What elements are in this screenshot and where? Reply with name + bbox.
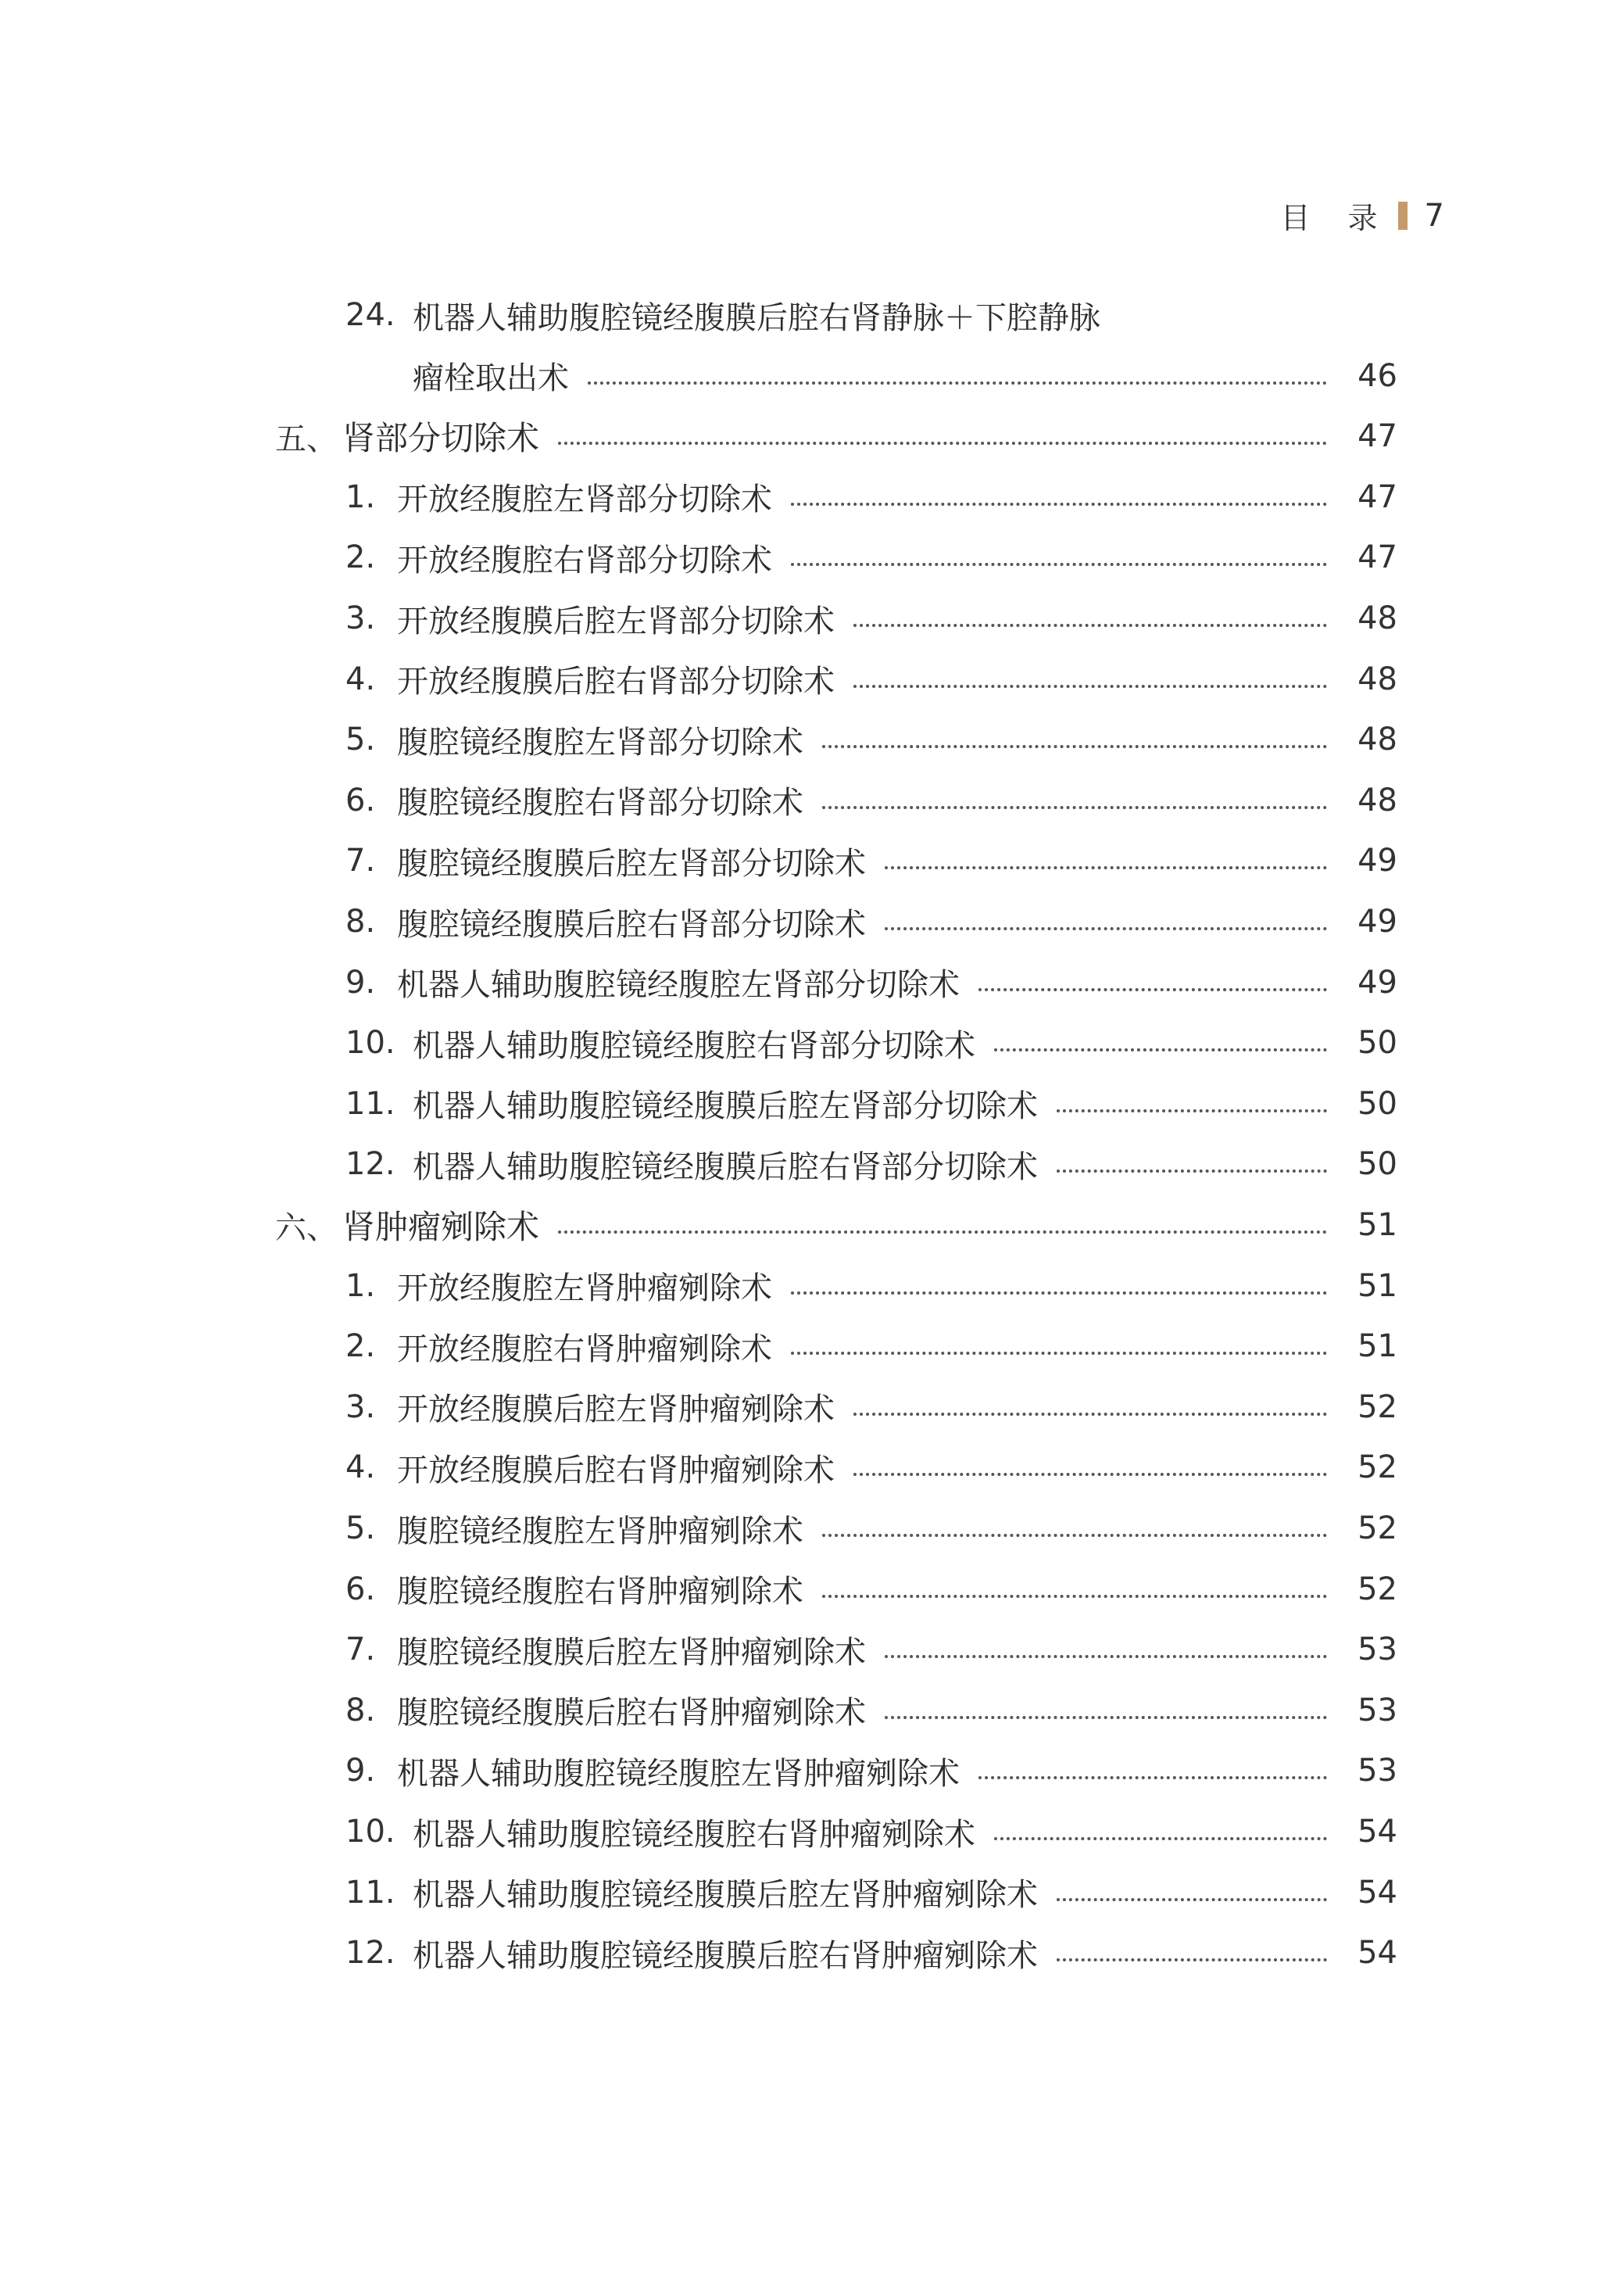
dot-leader: [558, 1230, 1327, 1234]
entry-title: 腹腔镜经腹膜后腔左肾部分切除术: [397, 845, 866, 882]
dot-leader: [885, 1716, 1327, 1719]
toc-section: [0, 409, 1624, 464]
toc-entry: [0, 349, 1624, 403]
entry-number: 1.: [345, 1267, 376, 1304]
entry-page-number: 46: [1358, 357, 1397, 394]
dot-leader: [1057, 1958, 1327, 1961]
entry-number: 9.: [345, 1753, 376, 1789]
entry-title: 开放经腹腔右肾肿瘤剜除术: [397, 1331, 772, 1367]
dot-leader: [791, 503, 1327, 506]
entry-number: 3.: [345, 1388, 376, 1425]
entry-number: 7.: [345, 1632, 376, 1668]
toc-entry: [0, 1016, 1624, 1070]
entry-number: 11.: [345, 1085, 395, 1122]
entry-page-number: 51: [1358, 1207, 1397, 1243]
entry-page-number: 50: [1358, 1085, 1397, 1122]
toc-entry: [0, 773, 1624, 828]
dot-leader: [885, 866, 1327, 869]
toc-entry: [0, 1683, 1624, 1738]
toc-entry: [0, 1925, 1624, 1980]
toc-entry: [0, 1562, 1624, 1617]
header-title: 目 录: [1280, 201, 1392, 235]
toc-entry: [0, 1804, 1624, 1859]
dot-leader: [791, 1291, 1327, 1295]
entry-number: 4.: [345, 661, 376, 697]
toc-entry: [0, 1137, 1624, 1191]
dot-leader: [822, 745, 1327, 748]
entry-page-number: 48: [1358, 722, 1397, 758]
toc-entry: [0, 591, 1624, 646]
dot-leader: [1057, 1170, 1327, 1173]
entry-number: 2.: [345, 1328, 376, 1365]
entry-page-number: 53: [1358, 1692, 1397, 1728]
toc-entry: [0, 288, 1624, 342]
entry-page-number: 52: [1358, 1449, 1397, 1486]
entry-page-number: 48: [1358, 782, 1397, 818]
entry-page-number: 52: [1358, 1571, 1397, 1607]
entry-page-number: 54: [1358, 1814, 1397, 1850]
entry-title: 腹腔镜经腹膜后腔左肾肿瘤剜除术: [397, 1634, 866, 1671]
entry-number: 10.: [345, 1025, 395, 1062]
toc-entry: [0, 712, 1624, 767]
entry-page-number: 50: [1358, 1025, 1397, 1062]
entry-number: 8.: [345, 1692, 376, 1728]
header-page-number: 7: [1424, 197, 1444, 234]
entry-title: 开放经腹腔左肾肿瘤剜除术: [397, 1270, 772, 1307]
dot-leader: [588, 381, 1327, 385]
entry-title: 腹腔镜经腹腔右肾部分切除术: [397, 785, 803, 822]
entry-title: 机器人辅助腹腔镜经腹膜后腔左肾肿瘤剜除术: [413, 1877, 1038, 1914]
dot-leader: [978, 1776, 1327, 1779]
entry-number: 2.: [345, 539, 376, 576]
entry-number: 12.: [345, 1146, 395, 1183]
entry-title: 腹腔镜经腹腔右肾肿瘤剜除术: [397, 1574, 803, 1610]
entry-title: 机器人辅助腹腔镜经腹腔左肾部分切除术: [397, 967, 960, 1004]
entry-page-number: 51: [1358, 1267, 1397, 1304]
entry-page-number: 54: [1358, 1874, 1397, 1911]
entry-title: 肾部分切除术: [342, 419, 540, 458]
toc-entry: [0, 470, 1624, 525]
entry-number: 9.: [345, 964, 376, 1001]
dot-leader: [822, 1534, 1327, 1537]
entry-page-number: 47: [1358, 478, 1397, 515]
entry-number: 24.: [345, 297, 395, 333]
entry-number: 10.: [345, 1814, 395, 1850]
entry-title: 开放经腹腔右肾部分切除术: [397, 542, 772, 578]
toc-entry: [0, 894, 1624, 949]
entry-page-number: 51: [1358, 1328, 1397, 1365]
entry-number: 5.: [345, 1510, 376, 1546]
toc-entry: [0, 1259, 1624, 1313]
entry-number: 12.: [345, 1935, 395, 1972]
toc-entry: [0, 1319, 1624, 1374]
entry-title: 机器人辅助腹腔镜经腹腔右肾部分切除术: [413, 1027, 975, 1064]
toc-section: [0, 1198, 1624, 1252]
dot-leader: [885, 1655, 1327, 1658]
dot-leader: [994, 1048, 1327, 1051]
header-accent-bar: [1398, 202, 1408, 230]
dot-leader: [978, 988, 1327, 991]
dot-leader: [822, 1595, 1327, 1598]
entry-page-number: 52: [1358, 1510, 1397, 1546]
toc-entry: [0, 1501, 1624, 1556]
toc-entry: [0, 1865, 1624, 1920]
entry-title: 开放经腹膜后腔右肾肿瘤剜除术: [397, 1452, 835, 1488]
toc-entry: [0, 833, 1624, 888]
entry-number: 6.: [345, 1571, 376, 1607]
entry-title: 开放经腹膜后腔左肾肿瘤剜除术: [397, 1392, 835, 1428]
toc-entry: [0, 1076, 1624, 1131]
entry-page-number: 48: [1358, 661, 1397, 697]
running-header: [1280, 194, 1444, 237]
entry-number: 5.: [345, 722, 376, 758]
dot-leader: [853, 1413, 1327, 1416]
dot-leader: [1057, 1109, 1327, 1112]
toc-entry: [0, 652, 1624, 707]
entry-page-number: 49: [1358, 843, 1397, 879]
entry-number: 4.: [345, 1449, 376, 1486]
entry-title: 机器人辅助腹腔镜经腹腔左肾肿瘤剜除术: [397, 1755, 960, 1792]
entry-title: 瘤栓取出术: [413, 360, 569, 397]
entry-title: 肾肿瘤剜除术: [342, 1208, 540, 1246]
entry-page-number: 47: [1358, 418, 1397, 455]
entry-page-number: 47: [1358, 539, 1397, 576]
entry-number: 五、: [275, 421, 338, 457]
entry-page-number: 54: [1358, 1935, 1397, 1972]
entry-title: 腹腔镜经腹膜后腔右肾肿瘤剜除术: [397, 1695, 866, 1732]
entry-title: 开放经腹腔左肾部分切除术: [397, 482, 772, 518]
entry-number: 7.: [345, 843, 376, 879]
entry-title: 腹腔镜经腹腔左肾部分切除术: [397, 724, 803, 761]
toc-entry: [0, 1440, 1624, 1495]
entry-title: 机器人辅助腹腔镜经腹膜后腔右肾静脉＋下腔静脉: [413, 299, 1100, 336]
entry-page-number: 50: [1358, 1146, 1397, 1183]
toc-entry: [0, 1380, 1624, 1435]
toc-entry: [0, 530, 1624, 585]
dot-leader: [791, 1352, 1327, 1355]
entry-number: 11.: [345, 1874, 395, 1911]
dot-leader: [853, 624, 1327, 627]
entry-title: 机器人辅助腹腔镜经腹膜后腔右肾肿瘤剜除术: [413, 1937, 1038, 1974]
dot-leader: [822, 806, 1327, 809]
dot-leader: [994, 1837, 1327, 1840]
toc-entry: [0, 1622, 1624, 1677]
entry-title: 机器人辅助腹腔镜经腹腔右肾肿瘤剜除术: [413, 1816, 975, 1853]
dot-leader: [853, 685, 1327, 688]
entry-number: 1.: [345, 478, 376, 515]
entry-title: 开放经腹膜后腔右肾部分切除术: [397, 664, 835, 700]
entry-page-number: 48: [1358, 600, 1397, 636]
entry-title: 机器人辅助腹腔镜经腹膜后腔右肾部分切除术: [413, 1148, 1038, 1185]
entry-page-number: 49: [1358, 964, 1397, 1001]
entry-number: 8.: [345, 904, 376, 940]
dot-leader: [853, 1473, 1327, 1476]
dot-leader: [558, 442, 1327, 445]
entry-title: 机器人辅助腹腔镜经腹膜后腔左肾部分切除术: [413, 1088, 1038, 1125]
entry-number: 6.: [345, 782, 376, 818]
entry-page-number: 52: [1358, 1388, 1397, 1425]
entry-page-number: 53: [1358, 1632, 1397, 1668]
toc-entry: [0, 1743, 1624, 1798]
entry-title: 腹腔镜经腹腔左肾肿瘤剜除术: [397, 1513, 803, 1549]
toc-entry: [0, 955, 1624, 1010]
entry-title: 腹腔镜经腹膜后腔右肾部分切除术: [397, 906, 866, 943]
entry-number: 六、: [275, 1209, 338, 1246]
dot-leader: [1057, 1898, 1327, 1901]
entry-title: 开放经腹膜后腔左肾部分切除术: [397, 603, 835, 639]
entry-page-number: 49: [1358, 904, 1397, 940]
dot-leader: [885, 927, 1327, 930]
dot-leader: [791, 563, 1327, 566]
entry-page-number: 53: [1358, 1753, 1397, 1789]
entry-number: 3.: [345, 600, 376, 636]
